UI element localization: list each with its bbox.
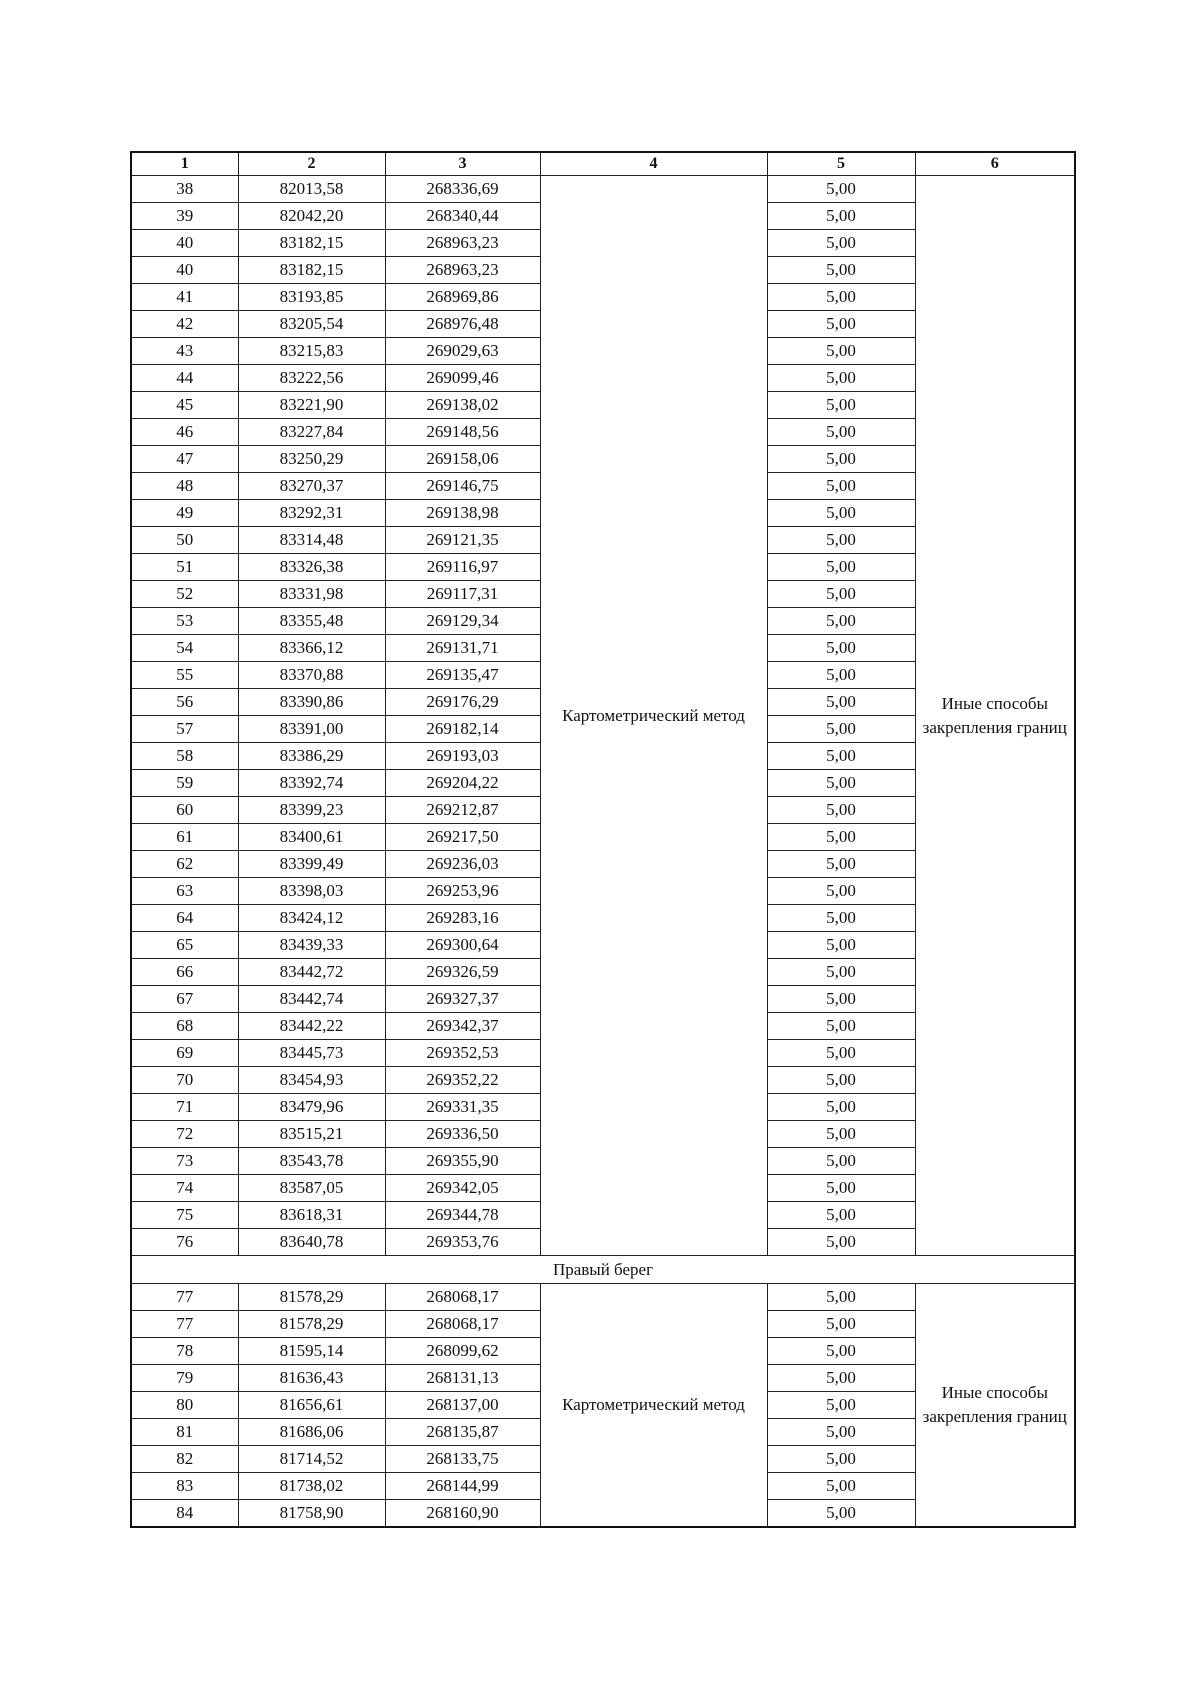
precision-cell: 5,00 [767,986,915,1013]
coordinate-x-cell: 83515,21 [238,1121,385,1148]
point-number-cell: 71 [131,1094,238,1121]
header-row [131,152,1075,176]
coordinate-y-cell: 269116,97 [385,554,540,581]
precision-cell: 5,00 [767,1284,915,1311]
coordinate-x-cell: 83221,90 [238,392,385,419]
coordinate-y-cell: 269355,90 [385,1148,540,1175]
coordinate-x-cell: 83314,48 [238,527,385,554]
point-number-cell: 46 [131,419,238,446]
precision-cell: 5,00 [767,1365,915,1392]
point-number-cell: 38 [131,176,238,203]
precision-cell: 5,00 [767,527,915,554]
coordinate-y-cell: 268131,13 [385,1365,540,1392]
coordinate-x-cell: 83442,22 [238,1013,385,1040]
point-number-cell: 54 [131,635,238,662]
coordinate-y-cell: 269138,98 [385,500,540,527]
coordinate-x-cell: 83400,61 [238,824,385,851]
coordinate-y-cell: 269342,37 [385,1013,540,1040]
coordinate-y-cell: 269138,02 [385,392,540,419]
coordinate-y-cell: 269300,64 [385,932,540,959]
coordinate-y-cell: 269135,47 [385,662,540,689]
point-number-cell: 84 [131,1500,238,1528]
precision-cell: 5,00 [767,473,915,500]
point-number-cell: 42 [131,311,238,338]
point-number-cell: 48 [131,473,238,500]
precision-cell: 5,00 [767,1392,915,1419]
point-number-cell: 43 [131,338,238,365]
coordinate-y-cell: 268068,17 [385,1284,540,1311]
precision-cell: 5,00 [767,338,915,365]
point-number-cell: 51 [131,554,238,581]
coordinate-y-cell: 269212,87 [385,797,540,824]
coordinate-x-cell: 83640,78 [238,1229,385,1256]
coordinate-y-cell: 268969,86 [385,284,540,311]
coordinate-y-cell: 269283,16 [385,905,540,932]
coordinate-y-cell: 268133,75 [385,1446,540,1473]
precision-cell: 5,00 [767,392,915,419]
coordinate-x-cell: 83587,05 [238,1175,385,1202]
coordinate-y-cell: 269327,37 [385,986,540,1013]
coordinate-x-cell: 81686,06 [238,1419,385,1446]
point-number-cell: 52 [131,581,238,608]
table-body [131,176,1075,1528]
coordinate-x-cell: 83424,12 [238,905,385,932]
coordinate-x-cell: 81636,43 [238,1365,385,1392]
coordinate-y-cell: 269344,78 [385,1202,540,1229]
coordinate-x-cell: 83215,83 [238,338,385,365]
point-number-cell: 50 [131,527,238,554]
coordinate-y-cell: 269331,35 [385,1094,540,1121]
point-number-cell: 70 [131,1067,238,1094]
coordinate-y-cell: 269236,03 [385,851,540,878]
precision-cell: 5,00 [767,1338,915,1365]
precision-cell: 5,00 [767,1473,915,1500]
coordinate-y-cell: 269148,56 [385,419,540,446]
coordinate-x-cell: 83398,03 [238,878,385,905]
coordinate-x-cell: 83618,31 [238,1202,385,1229]
coordinate-x-cell: 83250,29 [238,446,385,473]
precision-cell: 5,00 [767,689,915,716]
point-number-cell: 68 [131,1013,238,1040]
coordinate-x-cell: 81578,29 [238,1311,385,1338]
column-header-2: 2 [238,152,385,176]
coordinate-y-cell: 268137,00 [385,1392,540,1419]
point-number-cell: 66 [131,959,238,986]
column-header-1: 1 [131,152,238,176]
point-number-cell: 69 [131,1040,238,1067]
coordinate-x-cell: 83366,12 [238,635,385,662]
coordinate-y-cell: 269336,50 [385,1121,540,1148]
point-number-cell: 78 [131,1338,238,1365]
precision-cell: 5,00 [767,824,915,851]
coordinate-y-cell: 269326,59 [385,959,540,986]
coordinate-y-cell: 268160,90 [385,1500,540,1528]
point-number-cell: 74 [131,1175,238,1202]
precision-cell: 5,00 [767,959,915,986]
coordinate-y-cell: 268340,44 [385,203,540,230]
precision-cell: 5,00 [767,176,915,203]
precision-cell: 5,00 [767,878,915,905]
coordinate-x-cell: 81714,52 [238,1446,385,1473]
point-number-cell: 81 [131,1419,238,1446]
coordinate-x-cell: 82042,20 [238,203,385,230]
table-row [131,176,1075,203]
coordinate-x-cell: 81595,14 [238,1338,385,1365]
coordinate-x-cell: 83445,73 [238,1040,385,1067]
boundary-coordinates-table [130,151,1076,1528]
precision-cell: 5,00 [767,365,915,392]
section-row [131,1256,1075,1284]
precision-cell: 5,00 [767,1446,915,1473]
coordinate-x-cell: 83442,72 [238,959,385,986]
precision-cell: 5,00 [767,581,915,608]
point-number-cell: 79 [131,1365,238,1392]
point-number-cell: 49 [131,500,238,527]
coordinate-x-cell: 83355,48 [238,608,385,635]
point-number-cell: 60 [131,797,238,824]
precision-cell: 5,00 [767,1121,915,1148]
precision-cell: 5,00 [767,932,915,959]
point-number-cell: 61 [131,824,238,851]
coordinate-y-cell: 269182,14 [385,716,540,743]
coordinate-y-cell: 268963,23 [385,257,540,284]
coordinate-y-cell: 269352,22 [385,1067,540,1094]
precision-cell: 5,00 [767,743,915,770]
point-number-cell: 47 [131,446,238,473]
coordinate-y-cell: 269352,53 [385,1040,540,1067]
point-number-cell: 75 [131,1202,238,1229]
coordinate-x-cell: 83390,86 [238,689,385,716]
coordinate-x-cell: 82013,58 [238,176,385,203]
fixing-method-cell: Иные способы закрепления границ [915,176,1075,1256]
point-number-cell: 77 [131,1284,238,1311]
precision-cell: 5,00 [767,203,915,230]
precision-cell: 5,00 [767,1311,915,1338]
coordinate-y-cell: 269099,46 [385,365,540,392]
point-number-cell: 44 [131,365,238,392]
precision-cell: 5,00 [767,1419,915,1446]
coordinate-x-cell: 83543,78 [238,1148,385,1175]
coordinate-x-cell: 81758,90 [238,1500,385,1528]
point-number-cell: 58 [131,743,238,770]
point-number-cell: 73 [131,1148,238,1175]
coordinate-y-cell: 268963,23 [385,230,540,257]
coordinate-y-cell: 268336,69 [385,176,540,203]
point-number-cell: 53 [131,608,238,635]
coordinate-x-cell: 83227,84 [238,419,385,446]
coordinate-y-cell: 269146,75 [385,473,540,500]
coordinate-x-cell: 83326,38 [238,554,385,581]
precision-cell: 5,00 [767,1202,915,1229]
coordinate-x-cell: 83370,88 [238,662,385,689]
coordinate-y-cell: 269204,22 [385,770,540,797]
point-number-cell: 56 [131,689,238,716]
point-number-cell: 83 [131,1473,238,1500]
column-header-4: 4 [540,152,767,176]
coordinate-x-cell: 83479,96 [238,1094,385,1121]
point-number-cell: 62 [131,851,238,878]
coordinate-y-cell: 268135,87 [385,1419,540,1446]
method-cell: Картометрический метод [540,1284,767,1528]
point-number-cell: 67 [131,986,238,1013]
point-number-cell: 77 [131,1311,238,1338]
coordinate-y-cell: 268068,17 [385,1311,540,1338]
coordinate-y-cell: 269342,05 [385,1175,540,1202]
precision-cell: 5,00 [767,662,915,689]
coordinate-x-cell: 83222,56 [238,365,385,392]
coordinate-x-cell: 81738,02 [238,1473,385,1500]
coordinate-y-cell: 269158,06 [385,446,540,473]
precision-cell: 5,00 [767,770,915,797]
precision-cell: 5,00 [767,257,915,284]
point-number-cell: 59 [131,770,238,797]
point-number-cell: 41 [131,284,238,311]
precision-cell: 5,00 [767,230,915,257]
coordinate-x-cell: 83270,37 [238,473,385,500]
precision-cell: 5,00 [767,1094,915,1121]
column-header-6: 6 [915,152,1075,176]
precision-cell: 5,00 [767,851,915,878]
coordinate-y-cell: 269217,50 [385,824,540,851]
point-number-cell: 82 [131,1446,238,1473]
column-header-3: 3 [385,152,540,176]
precision-cell: 5,00 [767,446,915,473]
precision-cell: 5,00 [767,716,915,743]
precision-cell: 5,00 [767,500,915,527]
precision-cell: 5,00 [767,554,915,581]
method-cell: Картометрический метод [540,176,767,1256]
precision-cell: 5,00 [767,635,915,662]
coordinate-x-cell: 83392,74 [238,770,385,797]
point-number-cell: 40 [131,257,238,284]
coordinate-x-cell: 83386,29 [238,743,385,770]
precision-cell: 5,00 [767,1229,915,1256]
coordinate-y-cell: 269353,76 [385,1229,540,1256]
point-number-cell: 57 [131,716,238,743]
coordinate-x-cell: 83454,93 [238,1067,385,1094]
coordinate-y-cell: 269131,71 [385,635,540,662]
column-header-5: 5 [767,152,915,176]
precision-cell: 5,00 [767,1175,915,1202]
coordinate-x-cell: 83399,49 [238,851,385,878]
coordinate-x-cell: 81578,29 [238,1284,385,1311]
precision-cell: 5,00 [767,1040,915,1067]
precision-cell: 5,00 [767,1013,915,1040]
precision-cell: 5,00 [767,284,915,311]
coordinate-x-cell: 81656,61 [238,1392,385,1419]
precision-cell: 5,00 [767,797,915,824]
precision-cell: 5,00 [767,1067,915,1094]
precision-cell: 5,00 [767,905,915,932]
coordinate-y-cell: 269129,34 [385,608,540,635]
coordinate-y-cell: 269176,29 [385,689,540,716]
coordinate-x-cell: 83205,54 [238,311,385,338]
coordinate-x-cell: 83439,33 [238,932,385,959]
point-number-cell: 72 [131,1121,238,1148]
point-number-cell: 40 [131,230,238,257]
point-number-cell: 63 [131,878,238,905]
coordinate-y-cell: 269117,31 [385,581,540,608]
point-number-cell: 64 [131,905,238,932]
point-number-cell: 39 [131,203,238,230]
coordinate-y-cell: 268976,48 [385,311,540,338]
precision-cell: 5,00 [767,608,915,635]
point-number-cell: 55 [131,662,238,689]
coordinate-y-cell: 268099,62 [385,1338,540,1365]
precision-cell: 5,00 [767,1500,915,1528]
precision-cell: 5,00 [767,1148,915,1175]
coordinate-y-cell: 269029,63 [385,338,540,365]
coordinate-x-cell: 83331,98 [238,581,385,608]
fixing-method-cell: Иные способы закрепления границ [915,1284,1075,1528]
point-number-cell: 80 [131,1392,238,1419]
coordinate-y-cell: 269193,03 [385,743,540,770]
coordinate-y-cell: 268144,99 [385,1473,540,1500]
coordinate-x-cell: 83182,15 [238,257,385,284]
point-number-cell: 45 [131,392,238,419]
point-number-cell: 76 [131,1229,238,1256]
coordinate-y-cell: 269121,35 [385,527,540,554]
coordinate-y-cell: 269253,96 [385,878,540,905]
table-row [131,1284,1075,1311]
coordinate-x-cell: 83182,15 [238,230,385,257]
coordinate-x-cell: 83292,31 [238,500,385,527]
point-number-cell: 65 [131,932,238,959]
coordinate-x-cell: 83193,85 [238,284,385,311]
section-title: Правый берег [131,1256,1075,1284]
precision-cell: 5,00 [767,419,915,446]
precision-cell: 5,00 [767,311,915,338]
coordinate-x-cell: 83442,74 [238,986,385,1013]
coordinate-x-cell: 83399,23 [238,797,385,824]
coordinate-x-cell: 83391,00 [238,716,385,743]
